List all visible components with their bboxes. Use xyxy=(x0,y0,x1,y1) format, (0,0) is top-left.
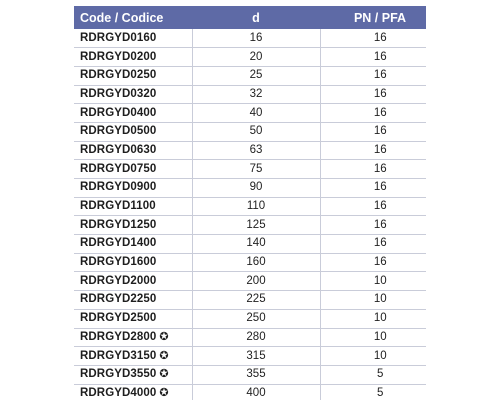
code-text: RDRGYD2800 xyxy=(80,330,157,343)
cell-pressure: 16 xyxy=(320,29,426,48)
cell-diameter: 20 xyxy=(192,48,320,67)
cell-pressure: 16 xyxy=(320,48,426,67)
table-row xyxy=(74,291,426,310)
product-table xyxy=(74,6,426,400)
cell-diameter: 140 xyxy=(192,235,320,254)
cell-code xyxy=(74,309,192,328)
cell-pressure: 16 xyxy=(320,122,426,141)
cell-code xyxy=(74,216,192,235)
cell-pressure: 16 xyxy=(320,197,426,216)
cell-pressure: 16 xyxy=(320,235,426,254)
header-row xyxy=(74,6,426,29)
code-text: RDRGYD2500 xyxy=(80,312,157,325)
cell-pressure: 16 xyxy=(320,160,426,179)
table-row xyxy=(74,85,426,104)
cell-pressure: 16 xyxy=(320,216,426,235)
cell-pressure: 10 xyxy=(320,347,426,366)
code-text: RDRGYD0750 xyxy=(80,162,157,175)
cell-code xyxy=(74,48,192,67)
cell-diameter: 315 xyxy=(192,347,320,366)
cell-code xyxy=(74,104,192,123)
code-text: RDRGYD1100 xyxy=(80,200,156,213)
cell-code xyxy=(74,365,192,384)
star-in-circle-icon: ✪ xyxy=(159,368,169,381)
cell-code xyxy=(74,197,192,216)
cell-code xyxy=(74,384,192,400)
table-row xyxy=(74,66,426,85)
star-in-circle-icon: ✪ xyxy=(159,386,169,399)
table-row xyxy=(74,104,426,123)
cell-pressure: 16 xyxy=(320,85,426,104)
cell-diameter: 32 xyxy=(192,85,320,104)
header-pressure: PN / PFA xyxy=(353,10,407,25)
code-text: RDRGYD0160 xyxy=(80,31,157,44)
code-text: RDRGYD3150 xyxy=(80,349,157,362)
cell-diameter: 75 xyxy=(192,160,320,179)
cell-diameter: 90 xyxy=(192,179,320,198)
cell-pressure: 16 xyxy=(320,253,426,272)
cell-code xyxy=(74,253,192,272)
table-row xyxy=(74,309,426,328)
cell-pressure: 16 xyxy=(320,104,426,123)
cell-diameter: 280 xyxy=(192,328,320,347)
code-text: RDRGYD1600 xyxy=(80,256,157,269)
cell-code xyxy=(74,29,192,48)
cell-pressure: 10 xyxy=(320,309,426,328)
table-body xyxy=(74,29,426,400)
cell-pressure: 10 xyxy=(320,328,426,347)
cell-code xyxy=(74,291,192,310)
table-row xyxy=(74,29,426,48)
cell-code xyxy=(74,160,192,179)
code-text: RDRGYD0900 xyxy=(80,181,157,194)
table-row xyxy=(74,365,426,384)
code-text: RDRGYD0250 xyxy=(80,69,157,82)
code-text: RDRGYD2250 xyxy=(80,293,157,306)
cell-diameter: 200 xyxy=(192,272,320,291)
code-text: RDRGYD1250 xyxy=(80,218,157,231)
table-row xyxy=(74,328,426,347)
cell-diameter: 160 xyxy=(192,253,320,272)
star-in-circle-icon: ✪ xyxy=(159,330,169,343)
code-text: RDRGYD0320 xyxy=(80,87,157,100)
cell-diameter: 63 xyxy=(192,141,320,160)
cell-diameter: 250 xyxy=(192,309,320,328)
cell-diameter: 110 xyxy=(192,197,320,216)
cell-diameter: 125 xyxy=(192,216,320,235)
code-text: RDRGYD0500 xyxy=(80,125,157,138)
cell-pressure: 5 xyxy=(320,384,426,400)
table-header xyxy=(74,6,426,29)
cell-code xyxy=(74,272,192,291)
table-row xyxy=(74,48,426,67)
code-text: RDRGYD0400 xyxy=(80,106,157,119)
table-row xyxy=(74,272,426,291)
product-table-container xyxy=(74,6,426,400)
table-row xyxy=(74,384,426,400)
cell-code xyxy=(74,328,192,347)
code-text: RDRGYD3550 xyxy=(80,368,157,381)
cell-diameter: 400 xyxy=(192,384,320,400)
cell-diameter: 25 xyxy=(192,66,320,85)
table-row xyxy=(74,122,426,141)
cell-diameter: 355 xyxy=(192,365,320,384)
table-row xyxy=(74,197,426,216)
cell-code xyxy=(74,85,192,104)
table-row xyxy=(74,179,426,198)
cell-pressure: 16 xyxy=(320,179,426,198)
table-row xyxy=(74,253,426,272)
code-text: RDRGYD0200 xyxy=(80,50,157,63)
cell-pressure: 10 xyxy=(320,272,426,291)
star-in-circle-icon: ✪ xyxy=(159,349,169,362)
header-diameter: d xyxy=(252,10,260,25)
table-row xyxy=(74,216,426,235)
cell-code xyxy=(74,141,192,160)
cell-diameter: 225 xyxy=(192,291,320,310)
header-code: Code / Codice xyxy=(80,10,164,25)
code-text: RDRGYD0630 xyxy=(80,143,157,156)
cell-pressure: 5 xyxy=(320,365,426,384)
cell-diameter: 16 xyxy=(192,29,320,48)
cell-code xyxy=(74,235,192,254)
table-row xyxy=(74,141,426,160)
cell-diameter: 40 xyxy=(192,104,320,123)
cell-diameter: 50 xyxy=(192,122,320,141)
code-text: RDRGYD4000 xyxy=(80,386,157,399)
cell-pressure: 10 xyxy=(320,291,426,310)
table-row xyxy=(74,347,426,366)
cell-code xyxy=(74,66,192,85)
table-row xyxy=(74,235,426,254)
cell-pressure: 16 xyxy=(320,66,426,85)
cell-pressure: 16 xyxy=(320,141,426,160)
code-text: RDRGYD1400 xyxy=(80,237,157,250)
code-text: RDRGYD2000 xyxy=(80,274,157,287)
cell-code xyxy=(74,347,192,366)
table-row xyxy=(74,160,426,179)
cell-code xyxy=(74,122,192,141)
cell-code xyxy=(74,179,192,198)
